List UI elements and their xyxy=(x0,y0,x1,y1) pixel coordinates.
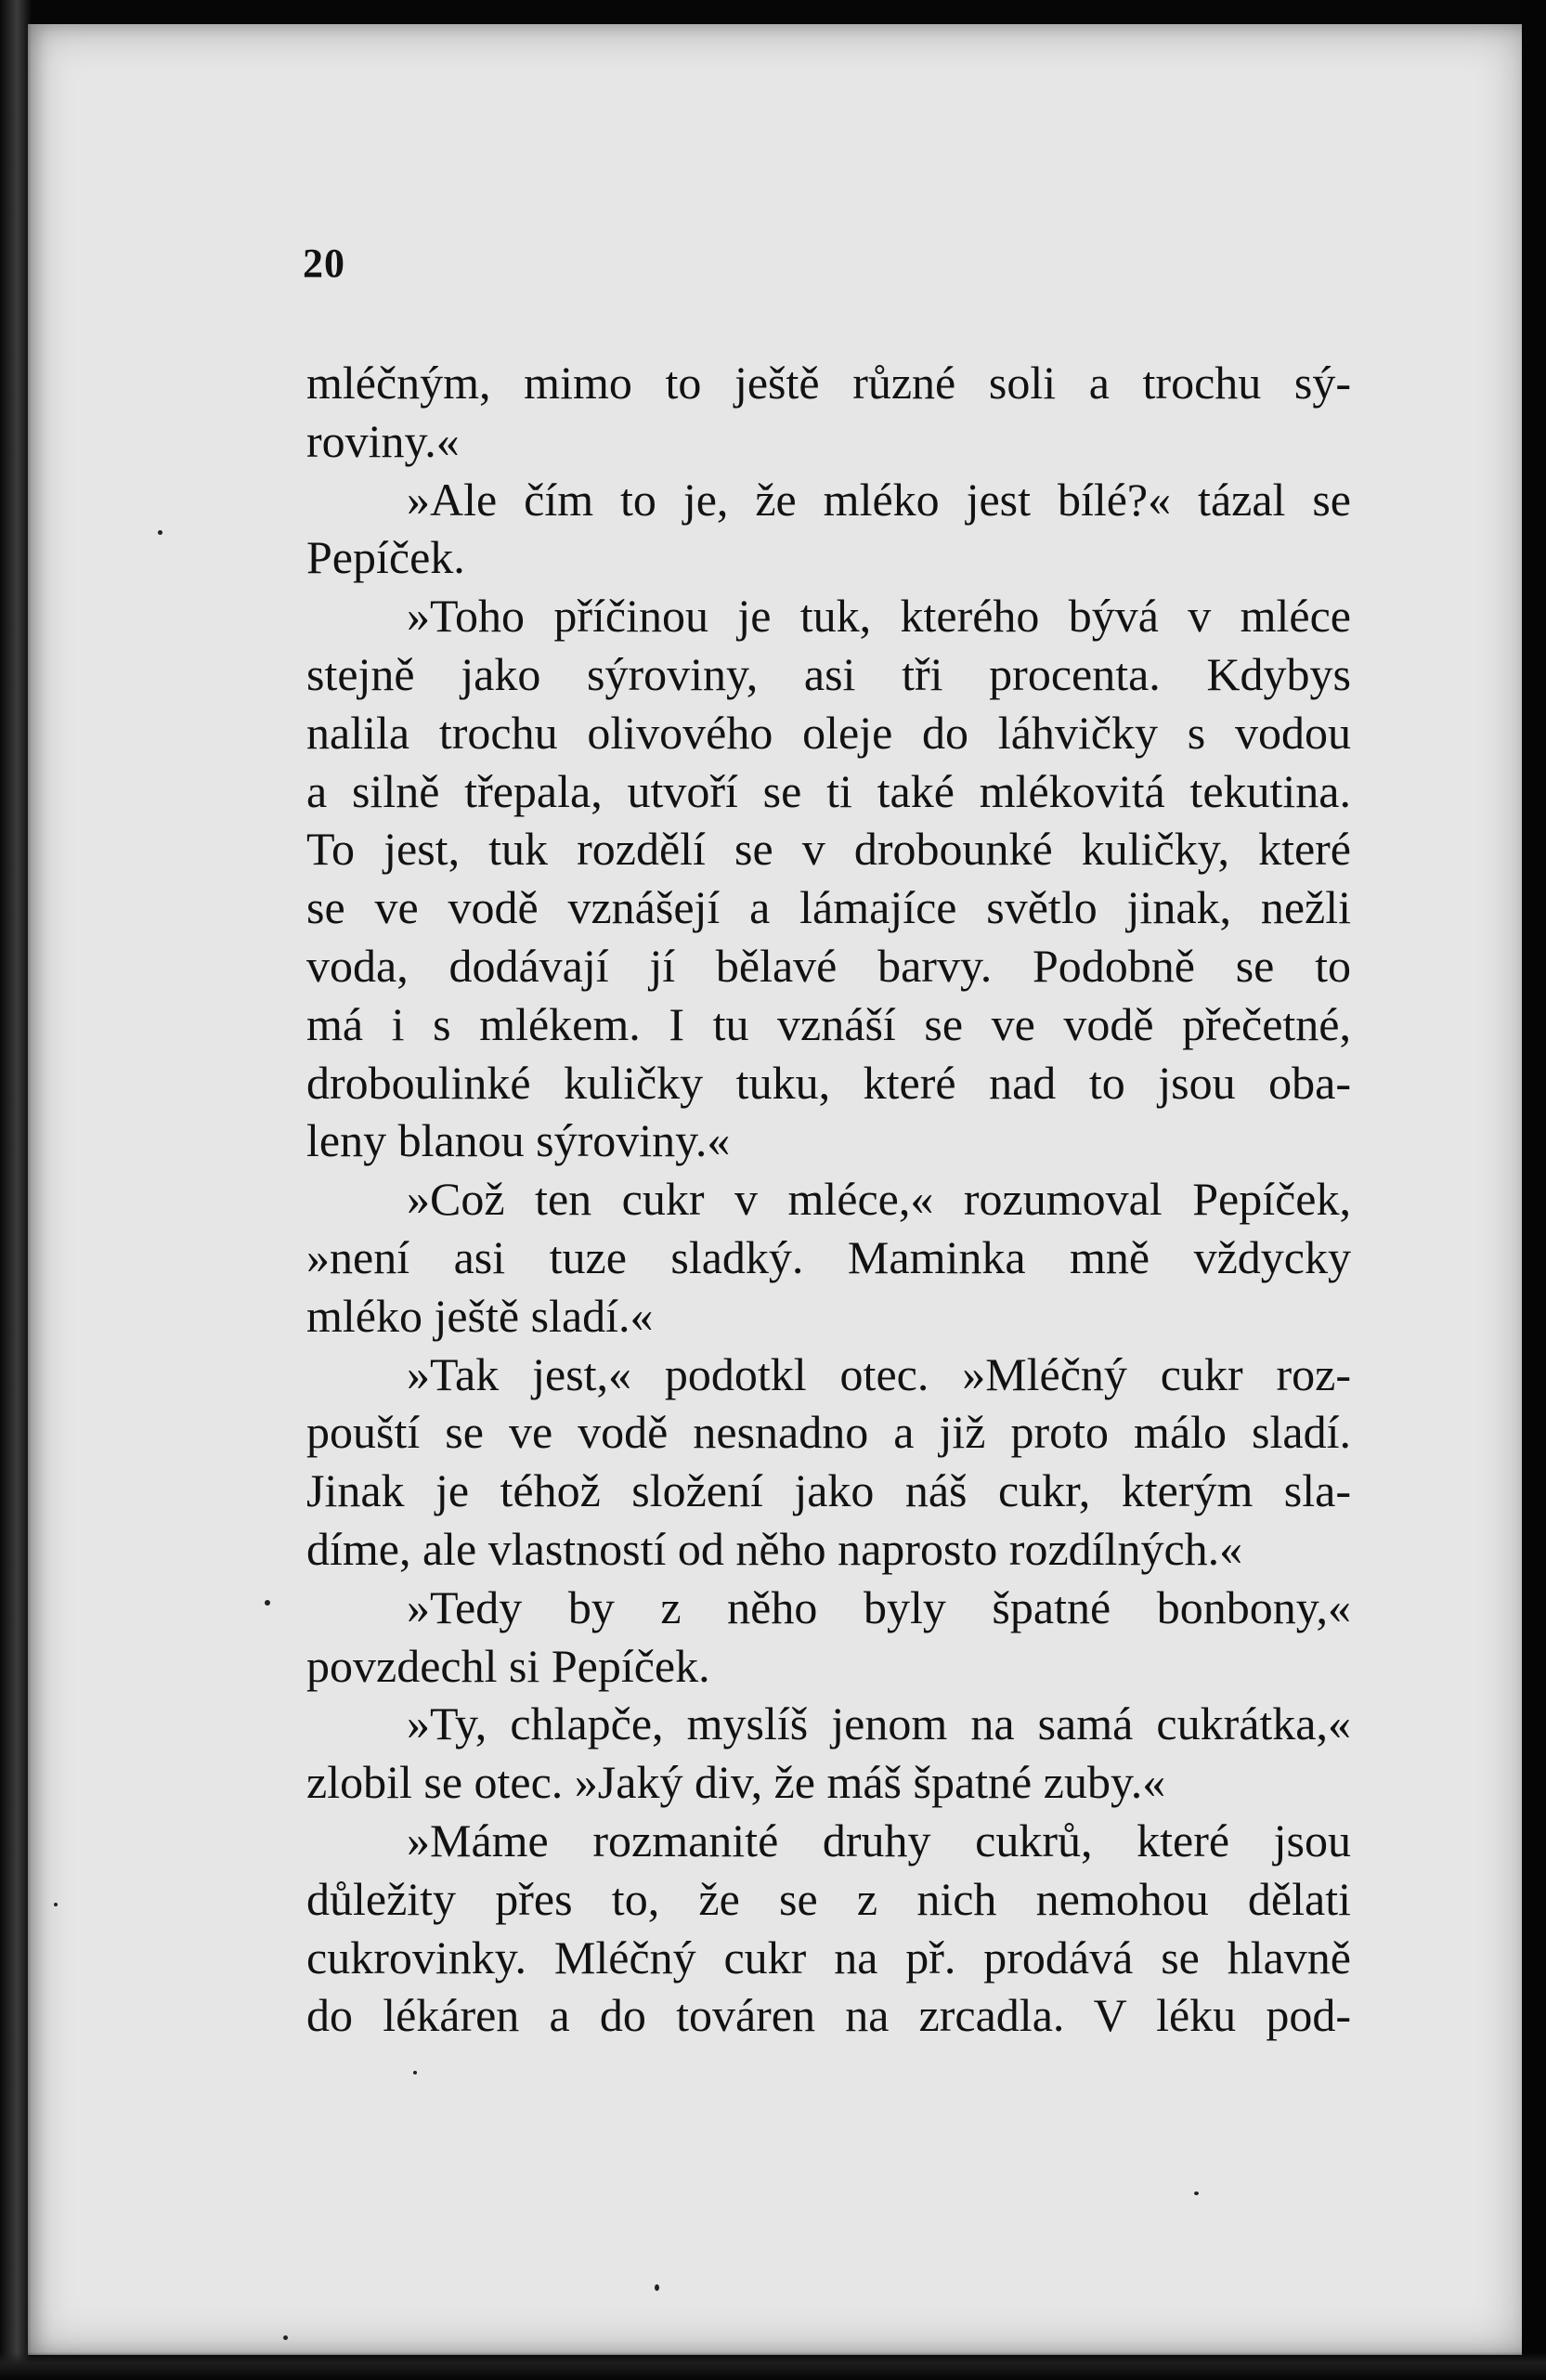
text-line: Jinak je téhož složení jako náš cukr, kterým sla- xyxy=(306,1464,1351,1517)
text-line: do lékáren a do továren na zrcadla. V léku pod- xyxy=(306,1989,1351,2042)
text-line: cukrovinky. Mléčný cukr na př. prodává se hlavně xyxy=(306,1931,1351,1983)
scan-edge-right xyxy=(1522,0,1546,2380)
book-page xyxy=(28,24,1525,2355)
text-line: mléčným, mimo to ještě různé soli a trochu sý- xyxy=(306,357,1351,409)
text-line: »Tedy by z něho byly špatné bonbony,« xyxy=(407,1580,1351,1633)
text-line: »není asi tuze sladký. Maminka mně vždycky xyxy=(306,1230,1351,1283)
scan-edge-left xyxy=(0,0,32,2380)
text-line: droboulinké kuličky tuku, které nad to jsou oba- xyxy=(306,1056,1351,1109)
text-line: má i s mlékem. I tu vznáší se ve vodě přečetné, xyxy=(306,997,1351,1050)
text-line: »Toho příčinou je tuk, kterého bývá v mléce xyxy=(407,590,1351,643)
scan-speck xyxy=(283,2335,288,2340)
text-line: »Ale čím to je, že mléko jest bílé?« tázal se xyxy=(407,473,1351,526)
text-line: roviny.« xyxy=(306,414,460,467)
text-line: »Tak jest,« podotkl otec. »Mléčný cukr roz- xyxy=(407,1347,1351,1400)
scan-edge-bottom xyxy=(0,2352,1546,2380)
scan-speck xyxy=(655,2284,659,2291)
text-line: voda, dodávají jí bělavé barvy. Podobně se to xyxy=(306,939,1351,992)
scan-speck xyxy=(1194,2191,1199,2195)
text-line: »Což ten cukr v mléce,« rozumoval Pepíček, xyxy=(407,1173,1351,1226)
text-line: zlobil se otec. »Jaký div, že máš špatné zuby.« xyxy=(306,1756,1166,1809)
text-line: »Ty, chlapče, myslíš jenom na samá cukrátka,« xyxy=(407,1697,1351,1750)
scan-speck xyxy=(413,2071,417,2074)
text-line: To jest, tuk rozdělí se v drobounké kuličky, které xyxy=(306,823,1351,876)
text-line: leny blanou sýroviny.« xyxy=(306,1114,731,1167)
text-line: a silně třepala, utvoří se ti také mlékovitá tekutina. xyxy=(306,764,1351,817)
scan-speck xyxy=(265,1600,270,1606)
text-line: mléko ještě sladí.« xyxy=(306,1289,654,1342)
page-text xyxy=(306,354,1351,2045)
text-line: pouští se ve vodě nesnadno a již proto málo sladí. xyxy=(306,1406,1351,1459)
page-number: 20 xyxy=(303,241,345,286)
text-line: nalila trochu olivového oleje do láhvičky s vodou xyxy=(306,706,1351,759)
text-line: Pepíček. xyxy=(306,531,465,584)
scan-speck xyxy=(158,530,162,535)
text-line: díme, ale vlastností od něho naprosto rozdílných.« xyxy=(306,1522,1243,1575)
text-line: »Máme rozmanité druhy cukrů, které jsou xyxy=(407,1814,1351,1866)
text-line: se ve vodě vznášejí a lámajíce světlo jinak, nežli xyxy=(306,881,1351,934)
text-line: důležity přes to, že se z nich nemohou dělati xyxy=(306,1872,1351,1925)
text-line: stejně jako sýroviny, asi tři procenta. Kdybys xyxy=(306,647,1351,700)
scan-speck xyxy=(54,1903,58,1906)
text-line: povzdechl si Pepíček. xyxy=(306,1639,710,1692)
